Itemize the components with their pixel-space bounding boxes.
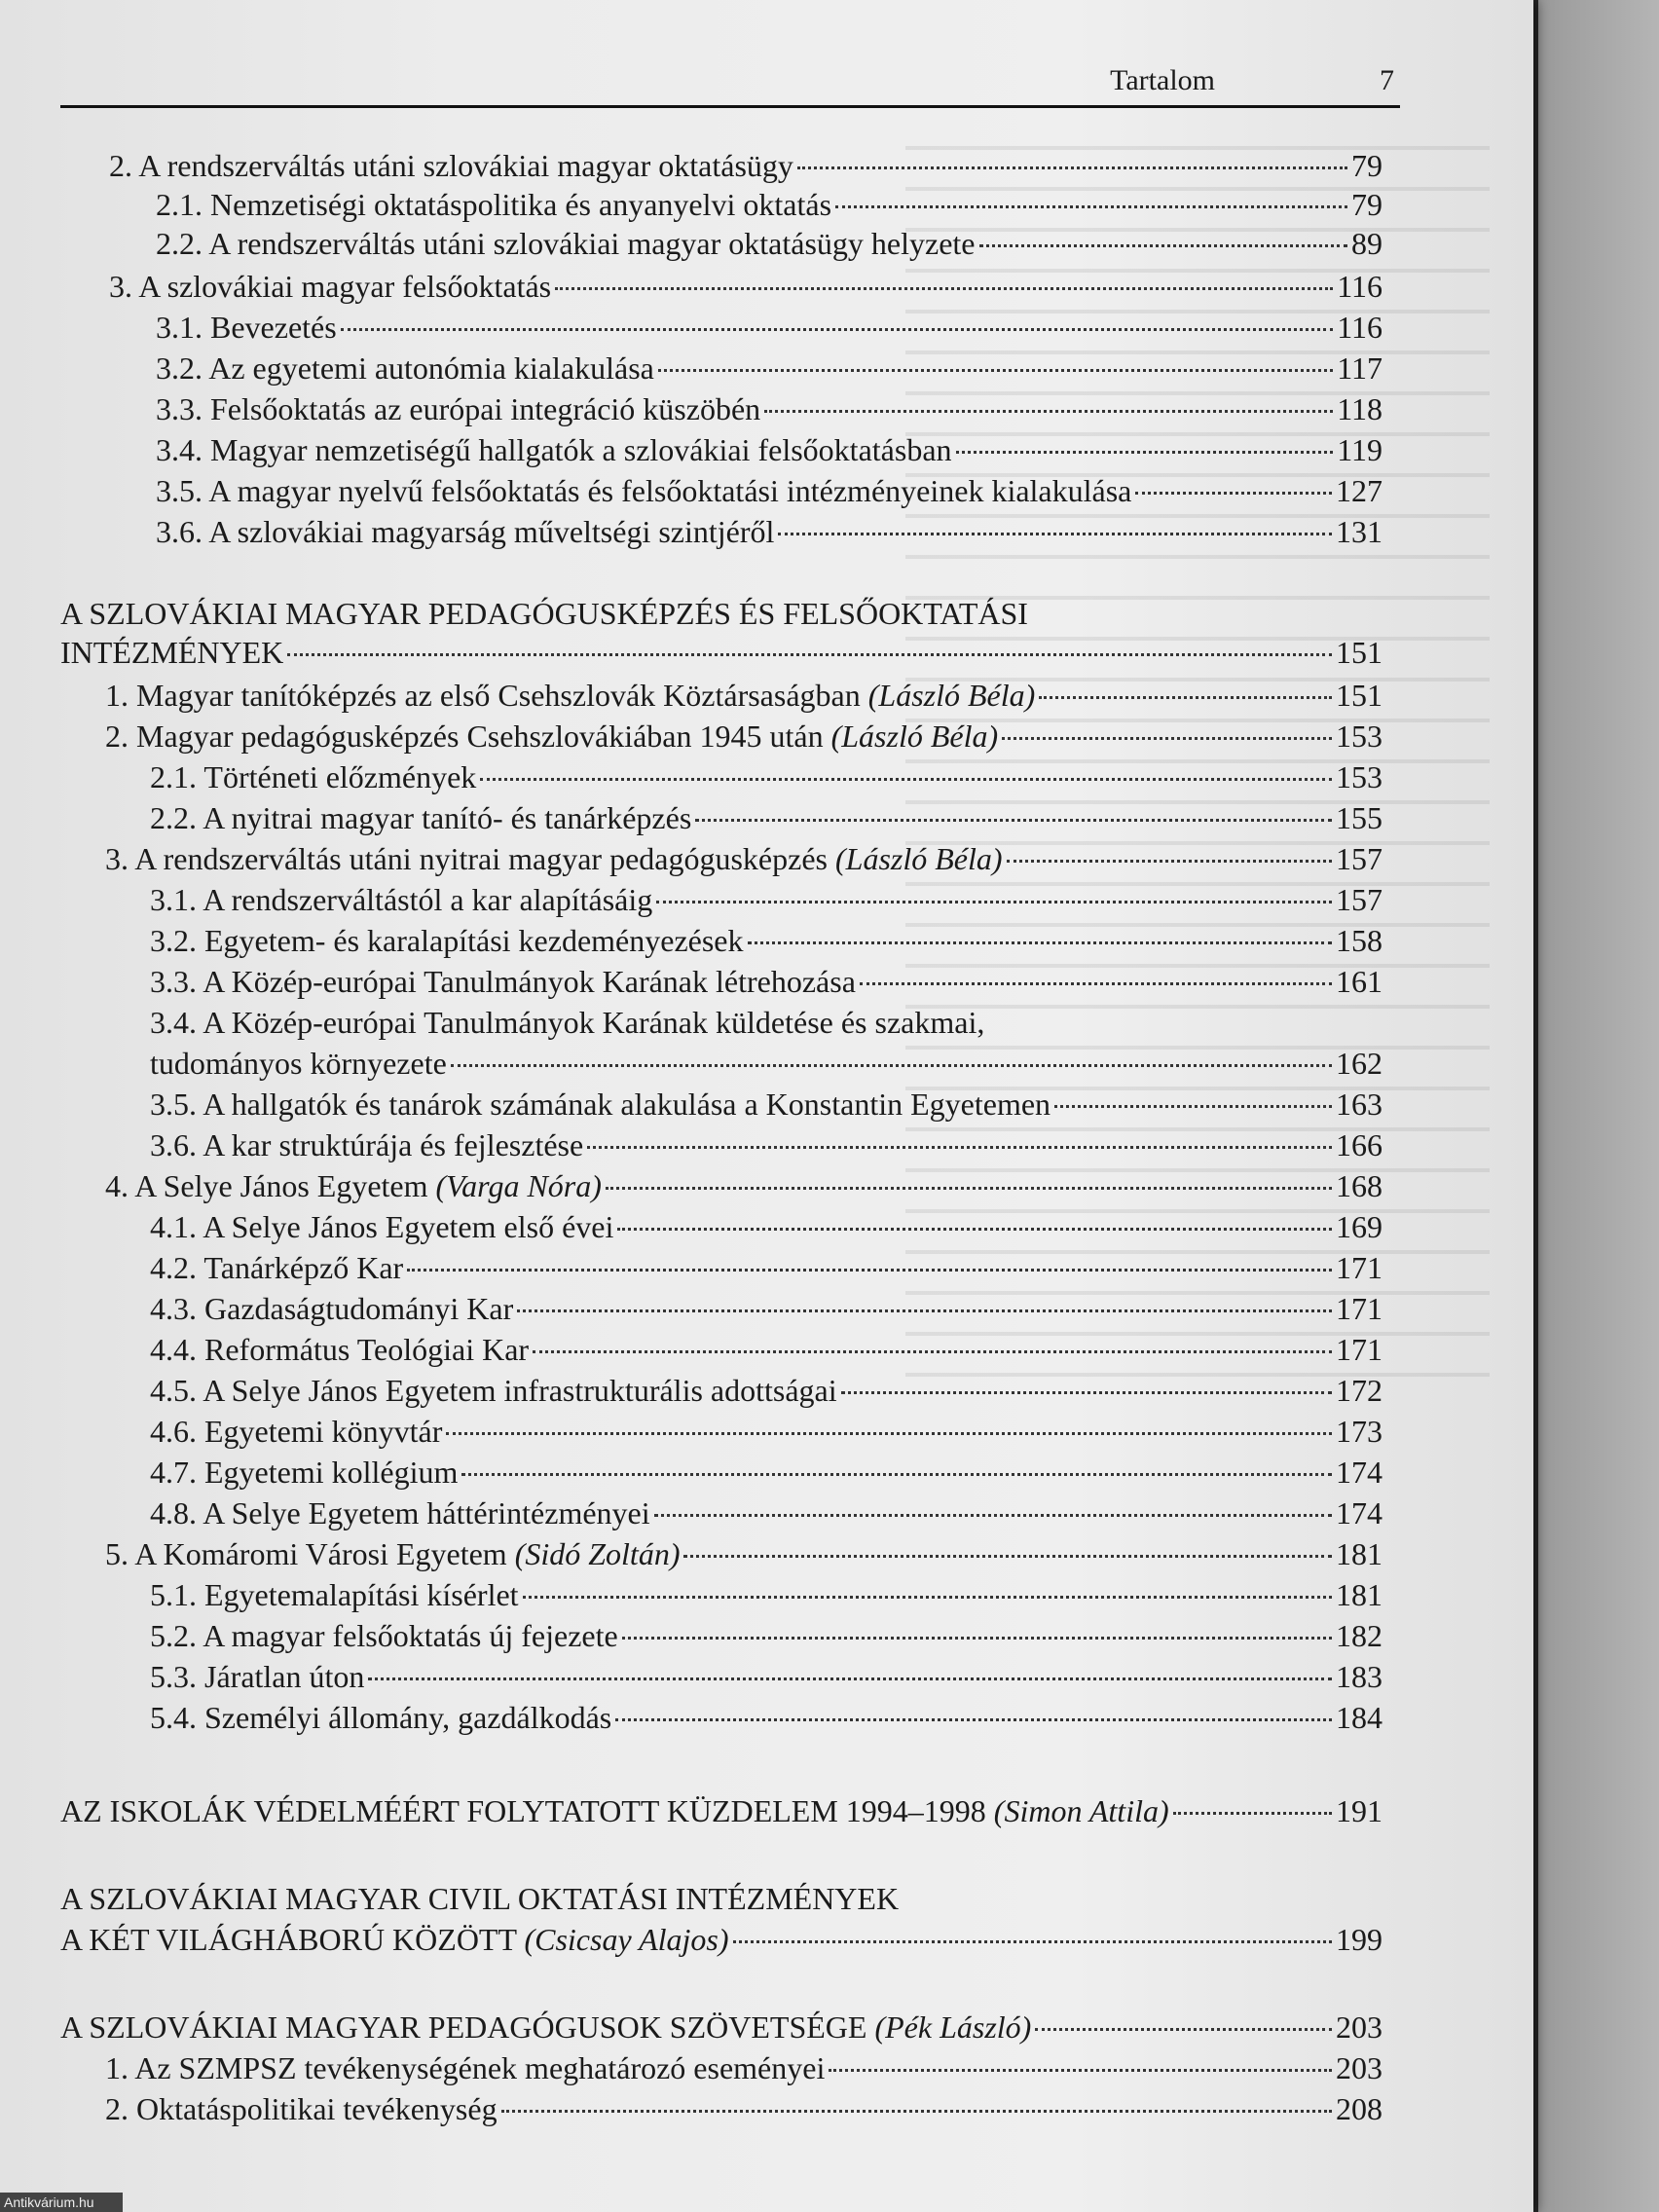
toc-entry: 3.6. A kar struktúrája és fejlesztése 166 bbox=[150, 1127, 1382, 1162]
toc-entry: 3.1. A rendszerváltástól a kar alapításáig 157 bbox=[150, 882, 1382, 917]
toc-entry: 3. A rendszerváltás utáni nyitrai magyar pedagógusképzés (László Béla) 157 bbox=[105, 841, 1382, 876]
toc-entry: 5.1. Egyetemalapítási kísérlet 181 bbox=[150, 1577, 1382, 1612]
toc-entry: tudományos környezete 162 bbox=[150, 1046, 1382, 1081]
running-title: Tartalom bbox=[1110, 64, 1215, 96]
toc-entry: 3.6. A szlovákiai magyarság műveltségi szintjéről 131 bbox=[156, 514, 1382, 549]
toc-entry: 3.5. A magyar nyelvű felsőoktatás és felsőoktatási intézményeinek kialakulása 127 bbox=[156, 473, 1382, 508]
toc-entry: 4.5. A Selye János Egyetem infrastrukturális adottságai 172 bbox=[150, 1373, 1382, 1408]
toc-entry: 4.3. Gazdaságtudományi Kar 171 bbox=[150, 1291, 1382, 1326]
toc-entry: 2. Magyar pedagógusképzés Csehszlovákiában 1945 után (László Béla) 153 bbox=[105, 719, 1382, 754]
toc-entry: 2.1. Nemzetiségi oktatáspolitika és anyanyelvi oktatás 79 bbox=[156, 187, 1382, 222]
toc-entry: 1. Magyar tanítóképzés az első Csehszlovák Köztársaságban (László Béla) 151 bbox=[105, 678, 1382, 713]
toc-entry: 5.2. A magyar felsőoktatás új fejezete 182 bbox=[150, 1618, 1382, 1653]
toc-entry: 4. A Selye János Egyetem (Varga Nóra) 168 bbox=[105, 1168, 1382, 1203]
section-heading: A SZLOVÁKIAI MAGYAR PEDAGÓGUSKÉPZÉS ÉS FELSŐOKTATÁSI bbox=[60, 596, 1028, 631]
toc-entry: 4.6. Egyetemi könyvtár 173 bbox=[150, 1414, 1382, 1449]
section-heading: A SZLOVÁKIAI MAGYAR CIVIL OKTATÁSI INTÉZMÉNYEK bbox=[60, 1881, 900, 1916]
toc-entry: 3.2. Az egyetemi autonómia kialakulása 117 bbox=[156, 350, 1382, 386]
section-heading-entry: AZ ISKOLÁK VÉDELMÉÉRT FOLYTATOTT KÜZDELEM 1994–1998 (Simon Attila) 191 bbox=[60, 1793, 1382, 1828]
toc-entry: 3.3. Felsőoktatás az európai integráció küszöbén 118 bbox=[156, 391, 1382, 426]
toc-entry: 1. Az SZMPSZ tevékenységének meghatározó eseményei 203 bbox=[105, 2050, 1382, 2085]
toc-entry: 3.5. A hallgatók és tanárok számának alakulása a Konstantin Egyetemen 163 bbox=[150, 1087, 1382, 1122]
back-page-edge bbox=[1538, 0, 1659, 2212]
toc-entry: 2.2. A rendszerváltás utáni szlovákiai magyar oktatásügy helyzete 89 bbox=[156, 226, 1382, 261]
watermark: Antikvárium.hu bbox=[0, 2193, 123, 2212]
toc-entry: 4.8. A Selye Egyetem háttérintézményei 174 bbox=[150, 1495, 1382, 1530]
toc-entry: 5.4. Személyi állomány, gazdálkodás 184 bbox=[150, 1700, 1382, 1735]
section-heading-entry: A KÉT VILÁGHÁBORÚ KÖZÖTT (Csicsay Alajos) 199 bbox=[60, 1922, 1382, 1957]
toc-entry: 2. Oktatáspolitikai tevékenység 208 bbox=[105, 2091, 1382, 2126]
toc-entry: 2.2. A nyitrai magyar tanító- és tanárképzés 155 bbox=[150, 800, 1382, 835]
toc-entry: 3.2. Egyetem- és karalapítási kezdeményezések 158 bbox=[150, 923, 1382, 958]
section-heading-entry: A SZLOVÁKIAI MAGYAR PEDAGÓGUSOK SZÖVETSÉGE (Pék László) 203 bbox=[60, 2009, 1382, 2045]
toc-entry: 3.1. Bevezetés 116 bbox=[156, 310, 1382, 345]
toc-entry: 3.3. A Közép-európai Tanulmányok Karának létrehozása 161 bbox=[150, 964, 1382, 999]
toc-entry: 5. A Komáromi Városi Egyetem (Sidó Zoltán) 181 bbox=[105, 1536, 1382, 1571]
page-number: 7 bbox=[1380, 64, 1394, 96]
toc-entry: 4.4. Református Teológiai Kar 171 bbox=[150, 1332, 1382, 1367]
section-heading-entry: INTÉZMÉNYEK 151 bbox=[60, 635, 1382, 670]
toc-entry: 4.2. Tanárképző Kar 171 bbox=[150, 1250, 1382, 1285]
toc-entry: 4.1. A Selye János Egyetem első évei 169 bbox=[150, 1209, 1382, 1244]
toc-entry: 5.3. Járatlan úton 183 bbox=[150, 1659, 1382, 1694]
toc-entry-line: 3.4. A Közép-európai Tanulmányok Karának küldetése és szakmai, bbox=[150, 1005, 985, 1040]
toc-entry: 2.1. Történeti előzmények 153 bbox=[150, 759, 1382, 794]
toc-entry: 4.7. Egyetemi kollégium 174 bbox=[150, 1455, 1382, 1490]
toc-entry: 3. A szlovákiai magyar felsőoktatás 116 bbox=[109, 269, 1382, 304]
toc-entry: 3.4. Magyar nemzetiségű hallgatók a szlovákiai felsőoktatásban 119 bbox=[156, 432, 1382, 467]
toc-entry: 2. A rendszerváltás utáni szlovákiai magyar oktatásügy 79 bbox=[109, 148, 1382, 183]
